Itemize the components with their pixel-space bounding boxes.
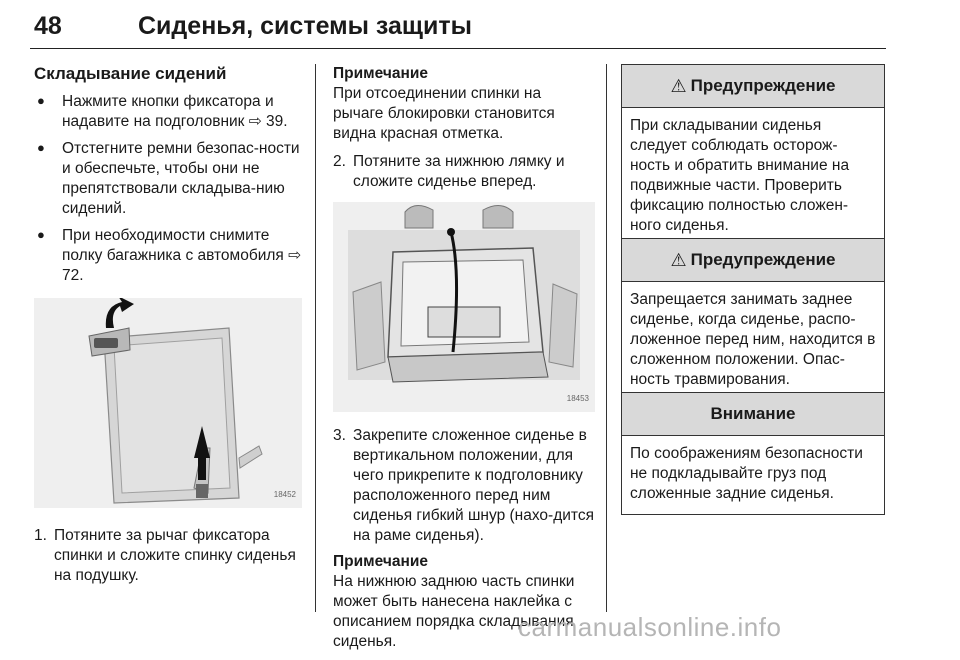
warning-header: [622, 65, 884, 108]
middle-column: [333, 64, 595, 660]
note-title: Примечание: [333, 553, 428, 570]
bullet-list: [34, 92, 302, 286]
folded-seat-illustration: [333, 202, 595, 412]
note-title: Примечание: [333, 65, 428, 82]
bullet-item: ● Нажмите кнопки фиксатора и надавите на подголовник ⇨ 39.: [34, 92, 302, 132]
warning-header: [622, 239, 884, 282]
warning-title: Предупреждение: [690, 250, 836, 269]
steps-list-3: [333, 426, 595, 546]
step-item: [34, 526, 302, 586]
page-number: 48: [34, 12, 62, 40]
column-divider: [606, 64, 607, 612]
warning-title: Предупреждение: [690, 76, 836, 95]
left-column: [34, 64, 302, 592]
seat-backrest-illustration: [34, 298, 302, 508]
warning-icon: ⚠: [670, 76, 687, 96]
page-title: Сиденья, системы защиты: [138, 12, 472, 40]
step-text: Потяните за рычаг фиксатора спинки и сложите спинку сиденья на подушку.: [54, 527, 296, 584]
steps-list-2: [333, 152, 595, 192]
step-number: 2.: [333, 153, 346, 170]
warning-box: [621, 64, 885, 247]
caution-header: [622, 393, 884, 436]
step-item: [333, 426, 595, 546]
folded-seat-drawing: [333, 202, 595, 412]
caution-title: Внимание: [710, 404, 796, 423]
seat-backrest-drawing: [34, 298, 302, 508]
step-number: 1.: [34, 527, 47, 544]
steps-list-1: [34, 526, 302, 586]
section-title: Складывание сидений: [34, 64, 227, 83]
figure-code: 18452: [273, 490, 296, 499]
step-number: 3.: [333, 427, 346, 444]
bullet-item: ● При необходимости снимите полку багажника с автомобиля ⇨ 72.: [34, 226, 302, 286]
page-header: [30, 8, 886, 49]
caution-box: [621, 392, 885, 515]
caution-text: По соображениям безопасности не подкладывайте груз под сложенные задние сиденья.: [630, 445, 863, 502]
step-text: Потяните за нижнюю лямку и сложите сиденье вперед.: [353, 153, 565, 190]
bullet-item: ● Отстегните ремни безопас-ности и обеспечьте, чтобы они не препятствовали складыва-нию сидений.: [34, 139, 302, 219]
note-text: На нижнюю заднюю часть спинки может быть нанесена наклейка с описанием порядка складывания сиденья.: [333, 573, 575, 650]
column-divider: [315, 64, 316, 612]
figure-code: 18453: [566, 394, 589, 403]
warning-text: Запрещается занимать заднее сиденье, когда сиденье, распо-ложенное перед ним, находится в сложенном положении. Опас-ность травмирования.: [630, 291, 876, 388]
watermark: carmanualsonline.info: [518, 612, 782, 642]
step-item: [333, 152, 595, 192]
warning-box: [621, 238, 885, 401]
step-text: Закрепите сложенное сиденье в вертикальном положении, для чего прикрепите к подголовнику расположенного перед ним сиденья гибкий шнур (нахо-дится на раме сиденья).: [353, 427, 594, 544]
note-text: При отсоединении спинки на рычаге блокировки становится видна красная отметка.: [333, 85, 555, 142]
warning-text: При складывании сиденья следует соблюдать осторож-ность и обратить внимание на подвижные части. Проверить фиксацию полностью сложен-ного сиденья.: [630, 117, 850, 234]
warning-icon: ⚠: [670, 250, 687, 270]
